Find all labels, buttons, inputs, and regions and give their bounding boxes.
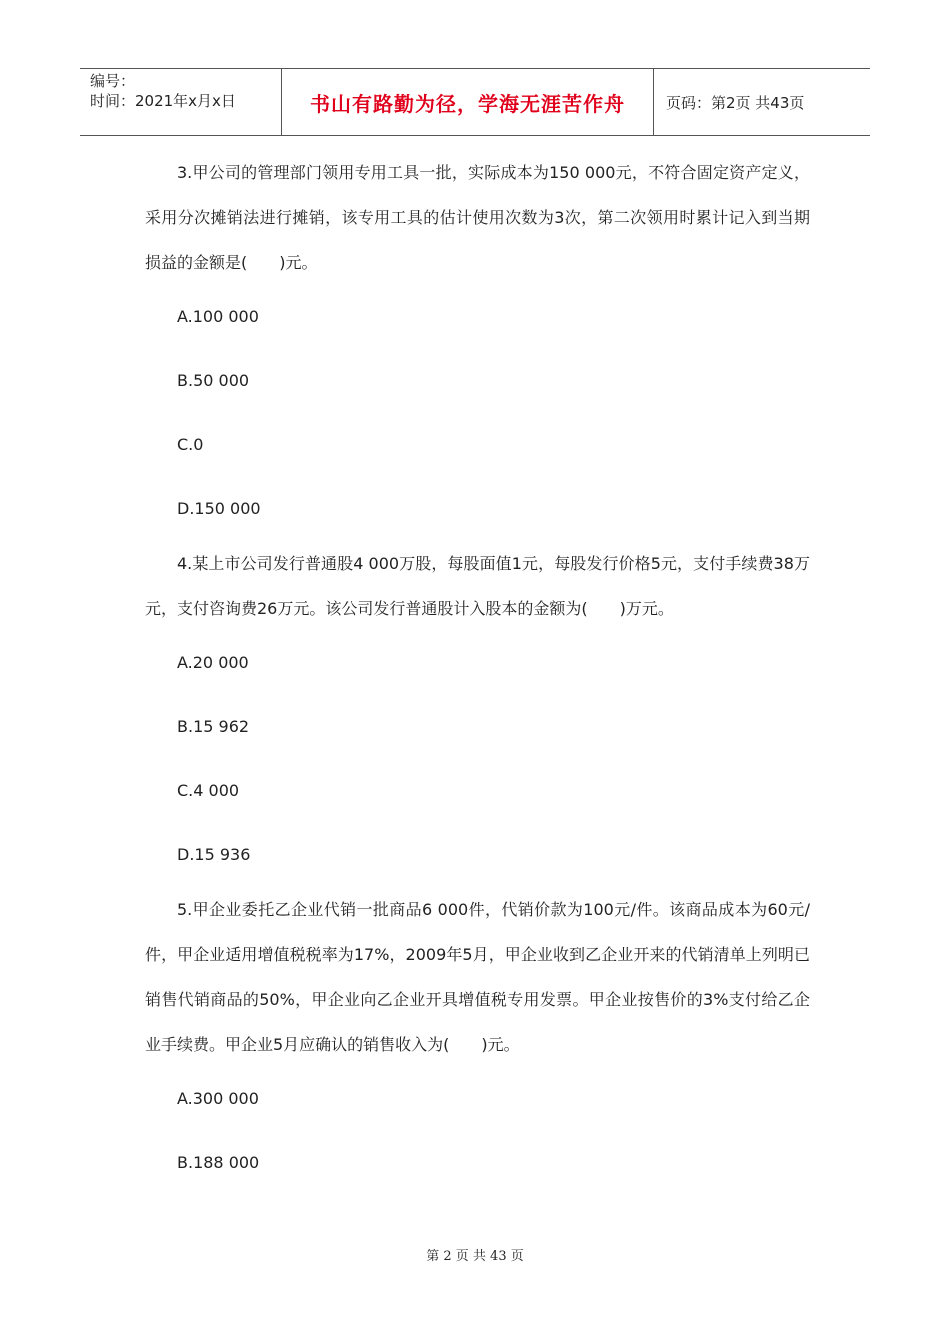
option-a: A.100 000 [177, 307, 259, 326]
question-5 [145, 887, 810, 1195]
question-4 [145, 541, 810, 887]
document-time-label: 时间：2021年x月x日 [90, 92, 236, 110]
option-c: C.4 000 [177, 781, 240, 800]
option-b: B.50 000 [177, 371, 250, 390]
header-slogan: 书山有路勤为径，学海无涯苦作舟 [310, 91, 625, 116]
option-c: C.0 [177, 435, 204, 454]
option-a: A.20 000 [177, 653, 249, 672]
header-slogan-cell [282, 69, 654, 135]
page-header [80, 68, 870, 136]
option-b: B.188 000 [177, 1153, 260, 1172]
option-a: A.300 000 [177, 1089, 259, 1108]
question-3 [145, 150, 810, 541]
document-number-label: 编号： [90, 72, 136, 90]
question-text: 3.甲公司的管理部门领用专用工具一批，实际成本为150 000元，不符合固定资产定义，采用分次摊销法进行摊销，该专用工具的估计使用次数为3次，第二次领用时累计记入到当期损益的金额是( )元。 [145, 163, 810, 272]
question-text: 4.某上市公司发行普通股4 000万股，每股面值1元，每股发行价格5元，支付手续费38万元，支付咨询费26万元。该公司发行普通股计入股本的金额为( )万元。 [145, 554, 810, 618]
question-text: 5.甲企业委托乙企业代销一批商品6 000件，代销价款为100元/件。该商品成本为60元/件，甲企业适用增值税税率为17%，2009年5月，甲企业收到乙企业开来的代销清单上列明已销售代销商品的50%，甲企业向乙企业开具增值税专用发票。甲企业按售价的3%支付给乙企业手续费。甲企业5月应确认的销售收入为( )元。 [145, 900, 810, 1054]
header-meta [80, 69, 282, 135]
option-b: B.15 962 [177, 717, 250, 736]
header-page-info: 页码：第2页 共43页 [666, 93, 805, 112]
question-content [145, 150, 810, 1195]
option-d: D.15 936 [177, 845, 251, 864]
option-d: D.150 000 [177, 499, 261, 518]
page-footer: 第 2 页 共 43 页 [426, 1249, 524, 1264]
